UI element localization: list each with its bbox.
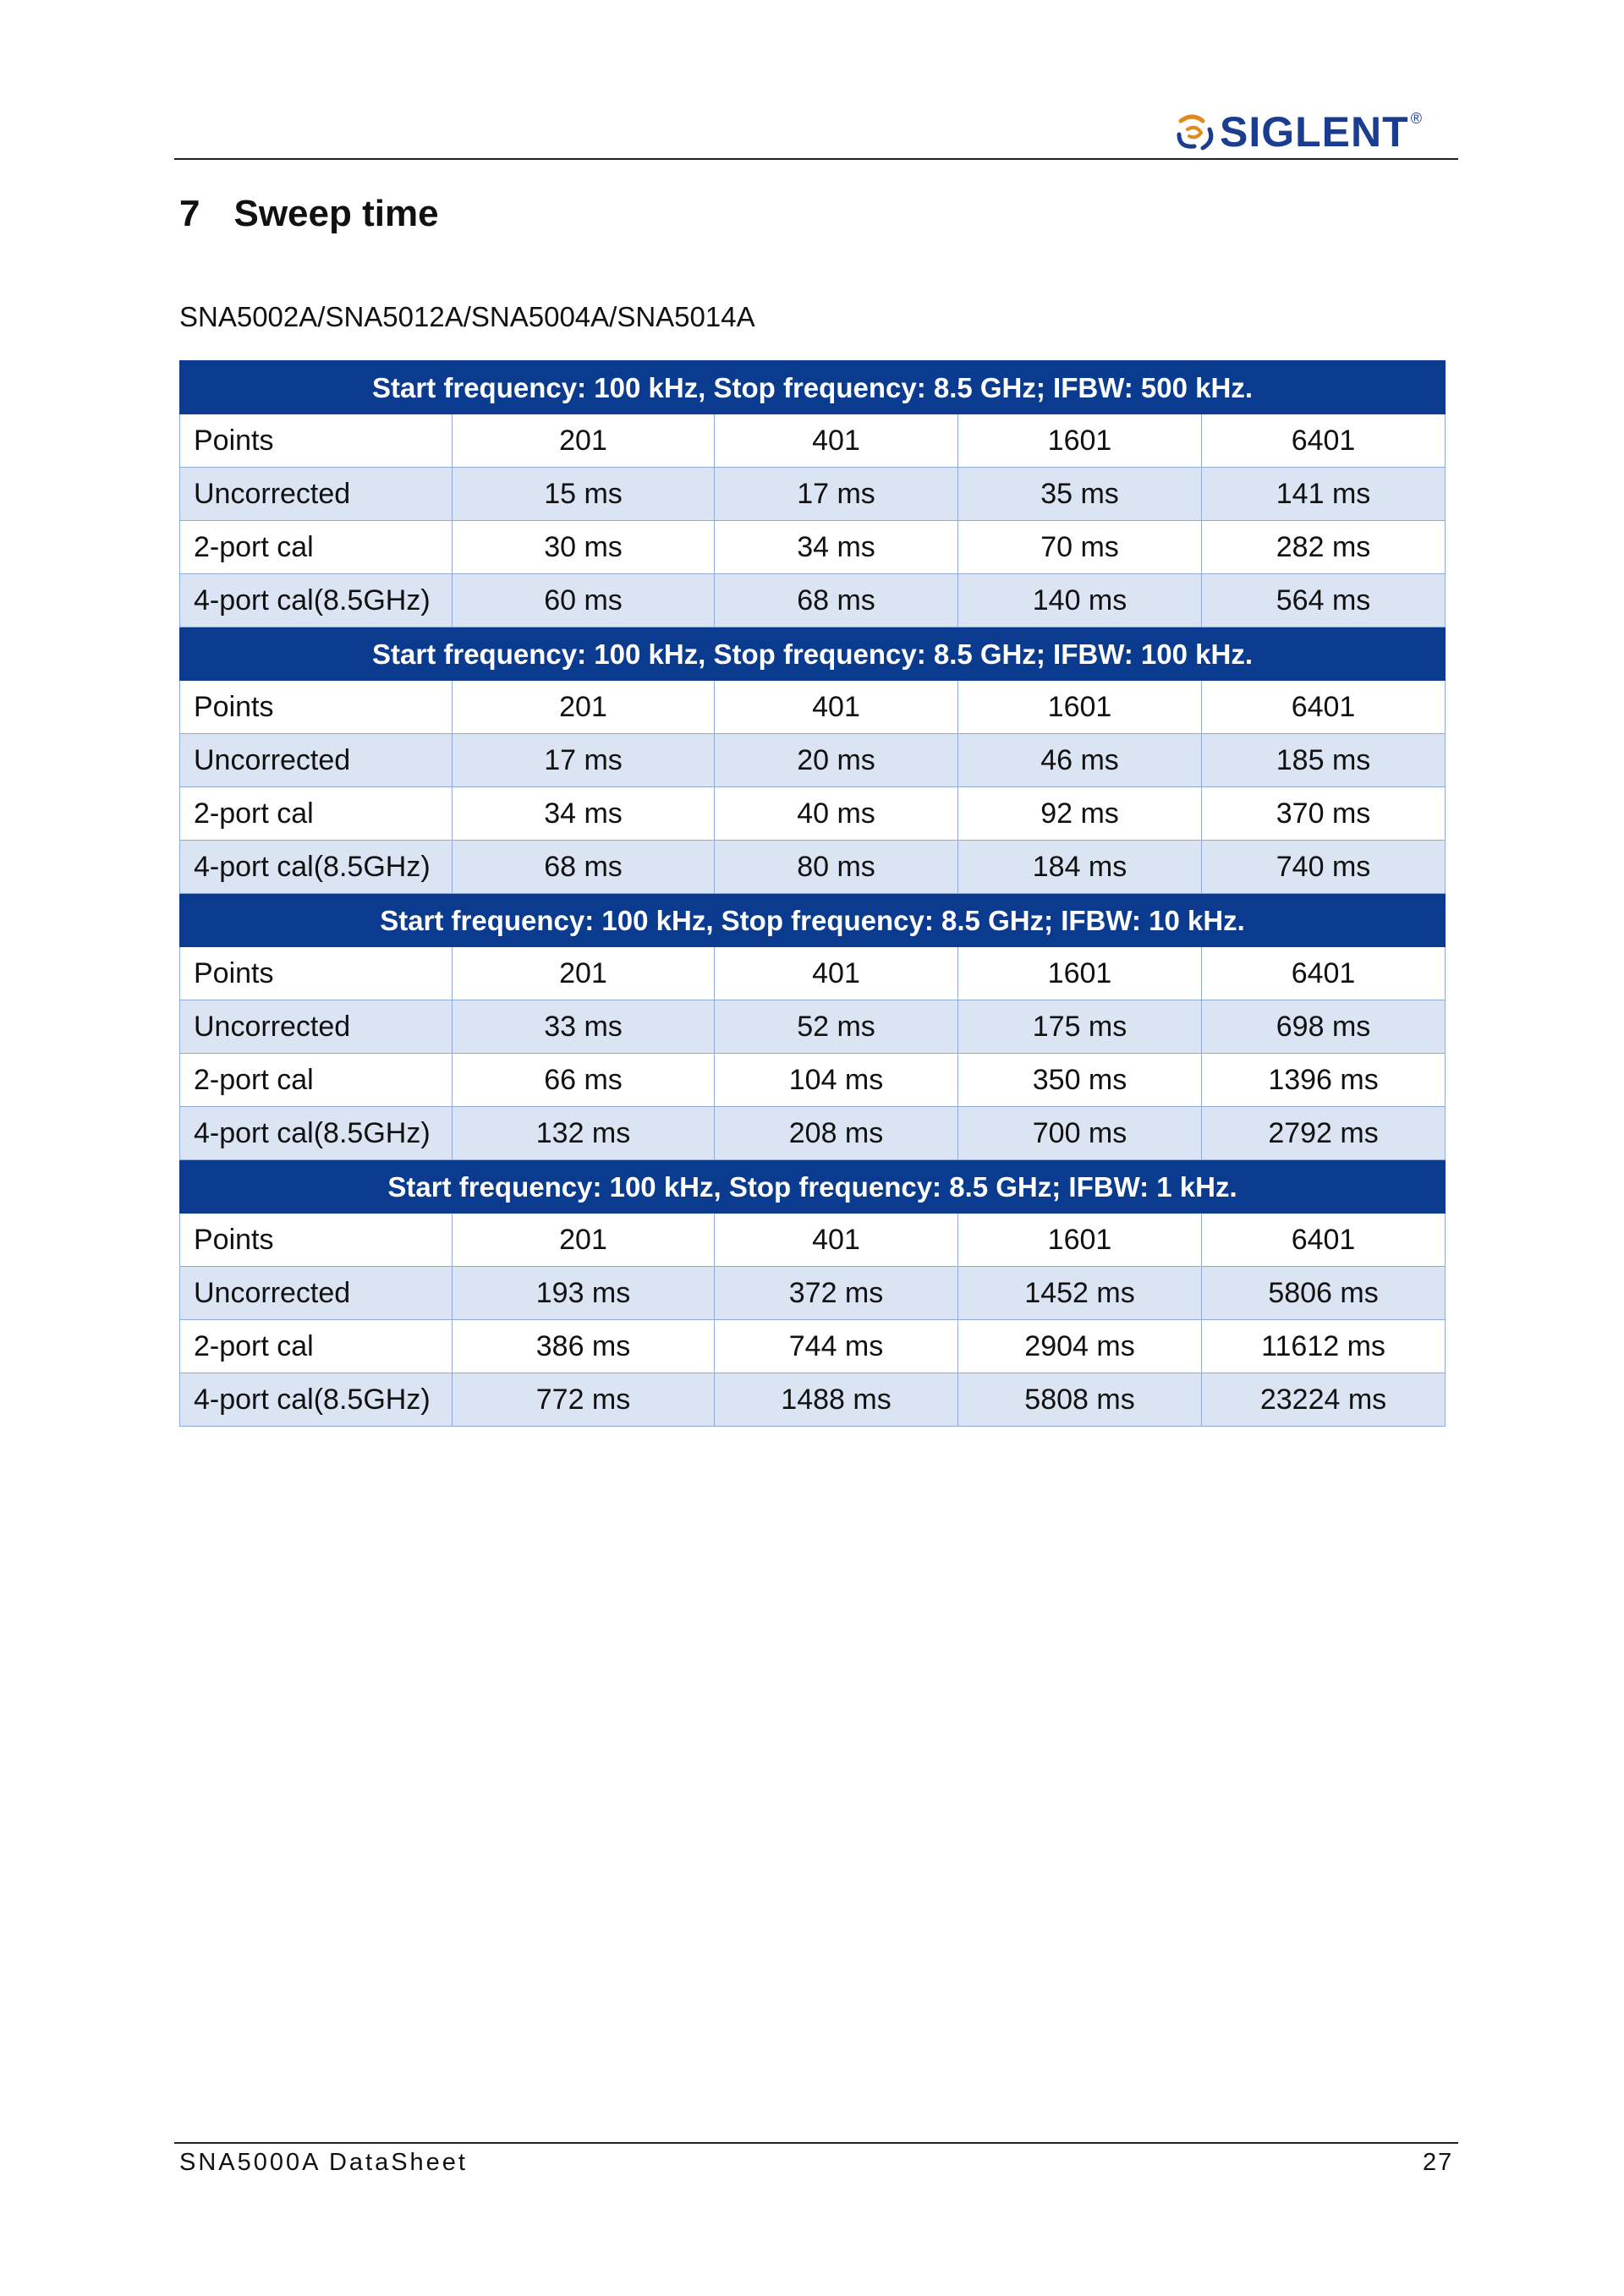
- table-cell: 185 ms: [1202, 734, 1446, 787]
- row-label-cell: 2-port cal: [180, 1054, 453, 1107]
- table-cell: 66 ms: [453, 1054, 715, 1107]
- row-label-cell: 2-port cal: [180, 787, 453, 841]
- table-cell: 52 ms: [715, 1000, 958, 1054]
- table-cell: 2792 ms: [1202, 1107, 1446, 1160]
- row-label-cell: Uncorrected: [180, 1267, 453, 1320]
- table-cell: 30 ms: [453, 521, 715, 574]
- table-cell: 1601: [958, 414, 1202, 468]
- table-cell: 5806 ms: [1202, 1267, 1446, 1320]
- table-cell: 350 ms: [958, 1054, 1202, 1107]
- table-row: [180, 468, 1446, 521]
- row-label-cell: Uncorrected: [180, 734, 453, 787]
- table-cell: 401: [715, 414, 958, 468]
- table-cell: 20 ms: [715, 734, 958, 787]
- table-cell: 740 ms: [1202, 841, 1446, 894]
- section-title: Sweep time: [233, 193, 439, 234]
- table-cell: 1488 ms: [715, 1373, 958, 1427]
- table-cell: 68 ms: [715, 574, 958, 627]
- table-cell: 282 ms: [1202, 521, 1446, 574]
- footer-doc-name: SNA5000A DataSheet: [179, 2149, 468, 2176]
- table-section-heading-row: [180, 627, 1446, 681]
- table-row: [180, 1054, 1446, 1107]
- siglent-swirl-icon: [1174, 111, 1216, 153]
- table-cell: 201: [453, 681, 715, 734]
- table-cell: 40 ms: [715, 787, 958, 841]
- row-label-cell: Points: [180, 414, 453, 468]
- table-cell: 35 ms: [958, 468, 1202, 521]
- table-cell: 700 ms: [958, 1107, 1202, 1160]
- table-section-heading-row: [180, 894, 1446, 947]
- table-cell: 33 ms: [453, 1000, 715, 1054]
- sweep-time-table: [179, 360, 1446, 1427]
- table-cell: 2904 ms: [958, 1320, 1202, 1373]
- table-cell: 6401: [1202, 1214, 1446, 1267]
- table-cell: 772 ms: [453, 1373, 715, 1427]
- table-cell: 70 ms: [958, 521, 1202, 574]
- table-cell: 1601: [958, 681, 1202, 734]
- table-cell: 34 ms: [453, 787, 715, 841]
- table-cell: 401: [715, 947, 958, 1000]
- section-heading: [179, 193, 439, 235]
- table-cell: 698 ms: [1202, 1000, 1446, 1054]
- table-section-heading: Start frequency: 100 kHz, Stop frequency: 8.5 GHz; IFBW: 10 kHz.: [180, 894, 1446, 947]
- table-cell: 201: [453, 414, 715, 468]
- table-row: [180, 1267, 1446, 1320]
- footer-page-number: 27: [1423, 2149, 1454, 2176]
- table-row: [180, 1000, 1446, 1054]
- table-cell: 17 ms: [453, 734, 715, 787]
- table-cell: 141 ms: [1202, 468, 1446, 521]
- table-cell: 46 ms: [958, 734, 1202, 787]
- row-label-cell: Uncorrected: [180, 1000, 453, 1054]
- row-label-cell: 4-port cal(8.5GHz): [180, 1107, 453, 1160]
- table-cell: 184 ms: [958, 841, 1202, 894]
- model-list: SNA5002A/SNA5012A/SNA5004A/SNA5014A: [179, 301, 755, 332]
- table-cell: 201: [453, 1214, 715, 1267]
- table-section-heading-row: [180, 361, 1446, 414]
- table-cell: 386 ms: [453, 1320, 715, 1373]
- table-cell: 744 ms: [715, 1320, 958, 1373]
- table-cell: 370 ms: [1202, 787, 1446, 841]
- table-cell: 201: [453, 947, 715, 1000]
- table-cell: 23224 ms: [1202, 1373, 1446, 1427]
- table-cell: 5808 ms: [958, 1373, 1202, 1427]
- row-label-cell: Uncorrected: [180, 468, 453, 521]
- table-cell: 372 ms: [715, 1267, 958, 1320]
- table-cell: 6401: [1202, 681, 1446, 734]
- row-label-cell: Points: [180, 947, 453, 1000]
- table-row: [180, 1373, 1446, 1427]
- row-label-cell: 4-port cal(8.5GHz): [180, 1373, 453, 1427]
- table-section-heading: Start frequency: 100 kHz, Stop frequency: 8.5 GHz; IFBW: 1 kHz.: [180, 1160, 1446, 1214]
- table-cell: 1396 ms: [1202, 1054, 1446, 1107]
- table-row: [180, 841, 1446, 894]
- logo-wordmark: SIGLENT: [1220, 108, 1409, 156]
- table-cell: 80 ms: [715, 841, 958, 894]
- table-row: [180, 1320, 1446, 1373]
- table-row: [180, 734, 1446, 787]
- table-cell: 1601: [958, 947, 1202, 1000]
- table-cell: 564 ms: [1202, 574, 1446, 627]
- table-row: [180, 787, 1446, 841]
- row-label-cell: 2-port cal: [180, 1320, 453, 1373]
- row-label-cell: Points: [180, 1214, 453, 1267]
- table-cell: 401: [715, 1214, 958, 1267]
- table-cell: 140 ms: [958, 574, 1202, 627]
- siglent-logo: [1174, 108, 1422, 156]
- table-row: [180, 947, 1446, 1000]
- table-row: [180, 574, 1446, 627]
- table-cell: 1601: [958, 1214, 1202, 1267]
- table-section-heading: Start frequency: 100 kHz, Stop frequency: 8.5 GHz; IFBW: 100 kHz.: [180, 627, 1446, 681]
- table-row: [180, 1107, 1446, 1160]
- table-cell: 15 ms: [453, 468, 715, 521]
- table-cell: 68 ms: [453, 841, 715, 894]
- table-cell: 6401: [1202, 947, 1446, 1000]
- table-section-heading: Start frequency: 100 kHz, Stop frequency: 8.5 GHz; IFBW: 500 kHz.: [180, 361, 1446, 414]
- section-number: 7: [179, 193, 200, 234]
- header-rule: [174, 158, 1458, 160]
- table-cell: 175 ms: [958, 1000, 1202, 1054]
- table-cell: 11612 ms: [1202, 1320, 1446, 1373]
- row-label-cell: Points: [180, 681, 453, 734]
- table-cell: 104 ms: [715, 1054, 958, 1107]
- table-row: [180, 681, 1446, 734]
- table-section-heading-row: [180, 1160, 1446, 1214]
- sweep-table-body: [180, 361, 1446, 1427]
- table-row: [180, 414, 1446, 468]
- table-cell: 6401: [1202, 414, 1446, 468]
- table-row: [180, 521, 1446, 574]
- table-cell: 1452 ms: [958, 1267, 1202, 1320]
- row-label-cell: 2-port cal: [180, 521, 453, 574]
- table-cell: 60 ms: [453, 574, 715, 627]
- row-label-cell: 4-port cal(8.5GHz): [180, 574, 453, 627]
- table-row: [180, 1214, 1446, 1267]
- table-cell: 34 ms: [715, 521, 958, 574]
- footer-rule: [174, 2142, 1458, 2144]
- row-label-cell: 4-port cal(8.5GHz): [180, 841, 453, 894]
- table-cell: 193 ms: [453, 1267, 715, 1320]
- registered-mark: ®: [1410, 110, 1422, 127]
- table-cell: 92 ms: [958, 787, 1202, 841]
- table-cell: 132 ms: [453, 1107, 715, 1160]
- table-cell: 208 ms: [715, 1107, 958, 1160]
- table-cell: 401: [715, 681, 958, 734]
- table-cell: 17 ms: [715, 468, 958, 521]
